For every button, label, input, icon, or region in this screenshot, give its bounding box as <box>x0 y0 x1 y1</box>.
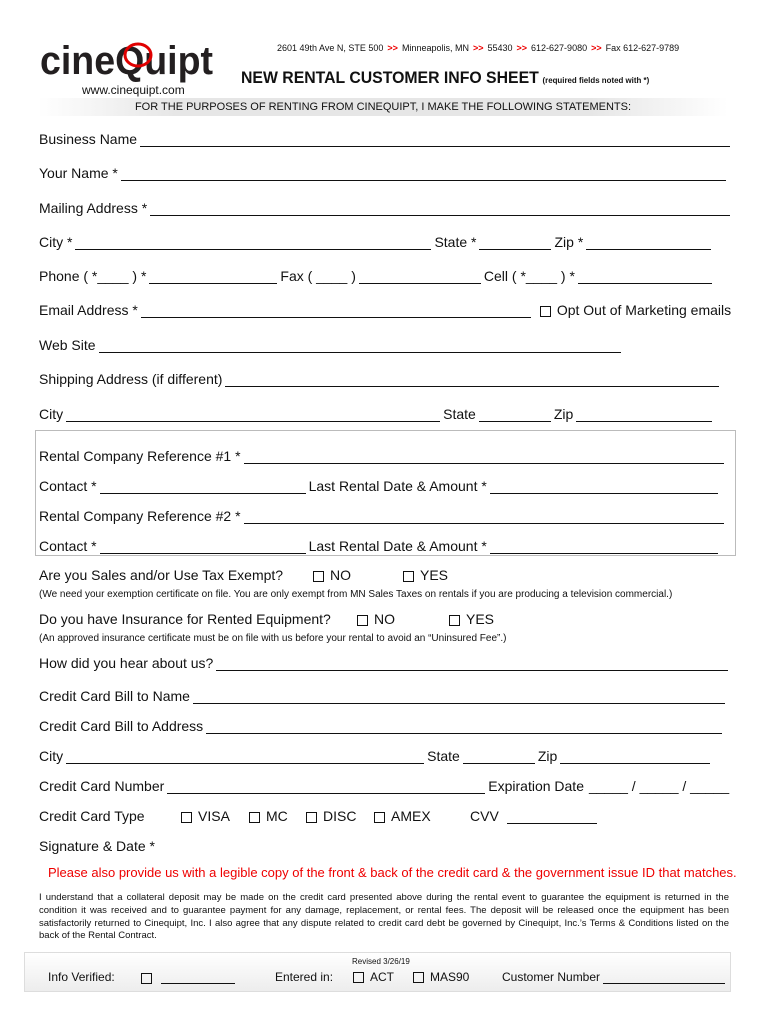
hear-about-field[interactable] <box>216 656 728 671</box>
info-verified-label: Info Verified: <box>48 970 115 984</box>
phone-label: Phone ( *____ ) * <box>39 268 147 284</box>
card-city-field[interactable] <box>66 749 424 764</box>
card-state-field[interactable] <box>463 749 535 764</box>
card-state-label: State <box>427 748 460 764</box>
mailing-address-label: Mailing Address * <box>39 200 148 216</box>
bill-to-name-row <box>39 684 728 704</box>
info-verified-group <box>48 970 238 984</box>
expiration-field[interactable]: _____ / _____ / _____ <box>588 778 730 794</box>
business-name-row <box>39 127 733 147</box>
id-copy-warning: Please also provide us with a legible copy of the front & back of the credit card & the government issue ID that matches. <box>48 865 737 880</box>
mas90-checkbox[interactable] <box>413 972 424 983</box>
your-name-field[interactable] <box>121 166 726 181</box>
web-site-row <box>39 333 624 353</box>
page-title: NEW RENTAL CUSTOMER INFO SHEET (required fields noted with *) <box>241 68 650 87</box>
contact-2-field[interactable] <box>100 539 306 554</box>
cell-label: Cell ( *____ ) * <box>483 268 575 284</box>
card-zip-field[interactable] <box>560 749 710 764</box>
opt-out-label: Opt Out of Marketing emails <box>556 302 732 318</box>
card-city-label: City <box>39 748 64 764</box>
business-name-field[interactable] <box>140 132 730 147</box>
company-address: 2601 49th Ave N, STE 500 >> Minneapolis, MN >> 55430 >> 612-627-9080 >> Fax 612-627-9789 <box>277 43 680 53</box>
insurance-row <box>39 607 494 627</box>
shipping-address-label: Shipping Address (if different) <box>39 371 223 387</box>
info-verified-field[interactable] <box>161 972 235 984</box>
card-number-row <box>39 774 729 794</box>
mc-checkbox[interactable] <box>249 812 260 823</box>
signature-label: Signature & Date * <box>39 838 155 854</box>
info-verified-checkbox[interactable] <box>141 973 152 984</box>
city-field[interactable] <box>75 235 431 250</box>
insurance-yes-checkbox[interactable] <box>449 615 460 626</box>
expiration-label: Expiration Date <box>488 778 584 794</box>
cinequipt-logo <box>40 38 215 83</box>
entered-in-group <box>275 970 469 984</box>
customer-number-field[interactable] <box>603 972 725 984</box>
website: www.cinequipt.com <box>82 83 185 97</box>
cvv-label: CVV <box>470 808 499 824</box>
fax-label: Fax ( ____ ) <box>280 268 356 284</box>
insurance-label: Do you have Insurance for Rented Equipment? <box>39 611 331 627</box>
shipping-city-row <box>39 402 715 422</box>
contact-2-row <box>39 534 721 554</box>
cell-field[interactable] <box>578 269 712 284</box>
shipping-state-field[interactable] <box>479 407 551 422</box>
bill-to-address-field[interactable] <box>206 719 722 734</box>
revision-date: Revised 3/26/19 <box>352 957 410 966</box>
act-option[interactable]: ACT <box>353 970 413 984</box>
customer-number-group <box>502 970 728 984</box>
state-field[interactable] <box>479 235 551 250</box>
tax-exempt-no-checkbox[interactable] <box>313 571 324 582</box>
tax-exempt-label: Are you Sales and/or Use Tax Exempt? <box>39 567 284 583</box>
last-rental-2-field[interactable] <box>490 539 718 554</box>
shipping-state-label: State <box>443 406 476 422</box>
contact-2-label: Contact * <box>39 538 97 554</box>
amex-checkbox[interactable] <box>374 812 385 823</box>
bill-to-name-field[interactable] <box>193 689 725 704</box>
card-type-row <box>39 804 600 824</box>
mailing-address-row <box>39 196 733 216</box>
web-site-label: Web Site <box>39 337 96 353</box>
email-row <box>39 298 731 318</box>
amex-option[interactable]: AMEX <box>374 808 470 824</box>
contact-1-field[interactable] <box>100 479 306 494</box>
mailing-address-field[interactable] <box>150 201 730 216</box>
card-number-label: Credit Card Number <box>39 778 165 794</box>
your-name-row <box>39 161 729 181</box>
tax-exempt-yes-option[interactable]: YES <box>403 567 448 583</box>
tax-note: (We need your exemption certificate on file. You are only exempt from MN Sales Taxes on rentals if you are producing a television commercial.) <box>39 589 673 600</box>
bill-to-address-row <box>39 714 725 734</box>
act-checkbox[interactable] <box>353 972 364 983</box>
entered-in-label: Entered in: <box>275 970 334 984</box>
zip-field[interactable] <box>586 235 711 250</box>
insurance-yes-option[interactable]: YES <box>449 611 494 627</box>
shipping-city-label: City <box>39 406 64 422</box>
web-site-field[interactable] <box>99 338 621 353</box>
shipping-zip-field[interactable] <box>576 407 712 422</box>
phone-row <box>39 264 715 284</box>
last-rental-2-label: Last Rental Date & Amount * <box>308 538 487 554</box>
zip-label: Zip * <box>554 234 584 250</box>
reference-2-row <box>39 504 727 524</box>
mc-option[interactable]: MC <box>249 808 306 824</box>
reference-2-label: Rental Company Reference #2 * <box>39 508 241 524</box>
business-name-label: Business Name <box>39 131 138 147</box>
tax-exempt-no-option[interactable]: NO <box>313 567 403 583</box>
cvv-field[interactable] <box>507 809 597 824</box>
reference-1-label: Rental Company Reference #1 * <box>39 448 241 464</box>
tax-exempt-row <box>39 563 448 583</box>
state-label: State * <box>434 234 477 250</box>
required-note: (required fields noted with *) <box>542 75 650 85</box>
card-city-row <box>39 744 713 764</box>
insurance-note: (An approved insurance certificate must be on file with us before your rental to avoid an “Uninsured Fee”.) <box>39 633 507 644</box>
phone-field[interactable] <box>149 269 277 284</box>
insurance-no-checkbox[interactable] <box>357 615 368 626</box>
email-label: Email Address * <box>39 302 138 318</box>
insurance-no-option[interactable]: NO <box>357 611 449 627</box>
contact-1-label: Contact * <box>39 478 97 494</box>
signature-row <box>39 834 155 854</box>
reference-2-field[interactable] <box>244 509 724 524</box>
bill-to-address-label: Credit Card Bill to Address <box>39 718 204 734</box>
bill-to-name-label: Credit Card Bill to Name <box>39 688 190 704</box>
last-rental-1-label: Last Rental Date & Amount * <box>308 478 487 494</box>
shipping-zip-label: Zip <box>553 406 574 422</box>
email-field[interactable] <box>141 303 531 318</box>
disc-option[interactable]: DISC <box>306 808 374 824</box>
purpose-banner: FOR THE PURPOSES OF RENTING FROM CINEQUIPT, I MAKE THE FOLLOWING STATEMENTS: <box>38 98 728 116</box>
city-row <box>39 230 714 250</box>
visa-option[interactable]: VISA <box>181 808 249 824</box>
svg-text:cineQuipt: cineQuipt <box>40 39 213 83</box>
opt-out-checkbox[interactable] <box>540 306 551 317</box>
reference-1-row <box>39 444 727 464</box>
shipping-city-field[interactable] <box>66 407 440 422</box>
shipping-address-row <box>39 367 722 387</box>
fax-field[interactable] <box>359 269 481 284</box>
customer-number-label: Customer Number <box>502 970 601 984</box>
disc-checkbox[interactable] <box>306 812 317 823</box>
hear-about-row <box>39 651 731 671</box>
hear-about-label: How did you hear about us? <box>39 655 214 671</box>
reference-1-field[interactable] <box>244 449 724 464</box>
visa-checkbox[interactable] <box>181 812 192 823</box>
card-number-field[interactable] <box>167 779 485 794</box>
opt-out-option[interactable] <box>540 302 731 318</box>
contact-1-row <box>39 474 721 494</box>
mas90-option[interactable]: MAS90 <box>413 970 469 984</box>
city-label: City * <box>39 234 73 250</box>
tax-exempt-yes-checkbox[interactable] <box>403 571 414 582</box>
card-zip-label: Zip <box>537 748 558 764</box>
your-name-label: Your Name * <box>39 165 118 181</box>
deposit-agreement: I understand that a collateral deposit may be made on the credit card presented above during the rental event to guarantee the equipment is returned in the condition it was received and to guarantee payment for any damage, replacement, or rental fees. The deposit will be released once the equipment has been satisfactorily returned to Cinequipt, Inc. I also agree that any dispute related to credit card debt be governed by Cinequipt, Inc.’s Terms & Conditions listed on the back of the Rental Contract. <box>39 892 729 942</box>
card-type-label: Credit Card Type <box>39 808 145 824</box>
shipping-address-field[interactable] <box>225 372 719 387</box>
last-rental-1-field[interactable] <box>490 479 718 494</box>
